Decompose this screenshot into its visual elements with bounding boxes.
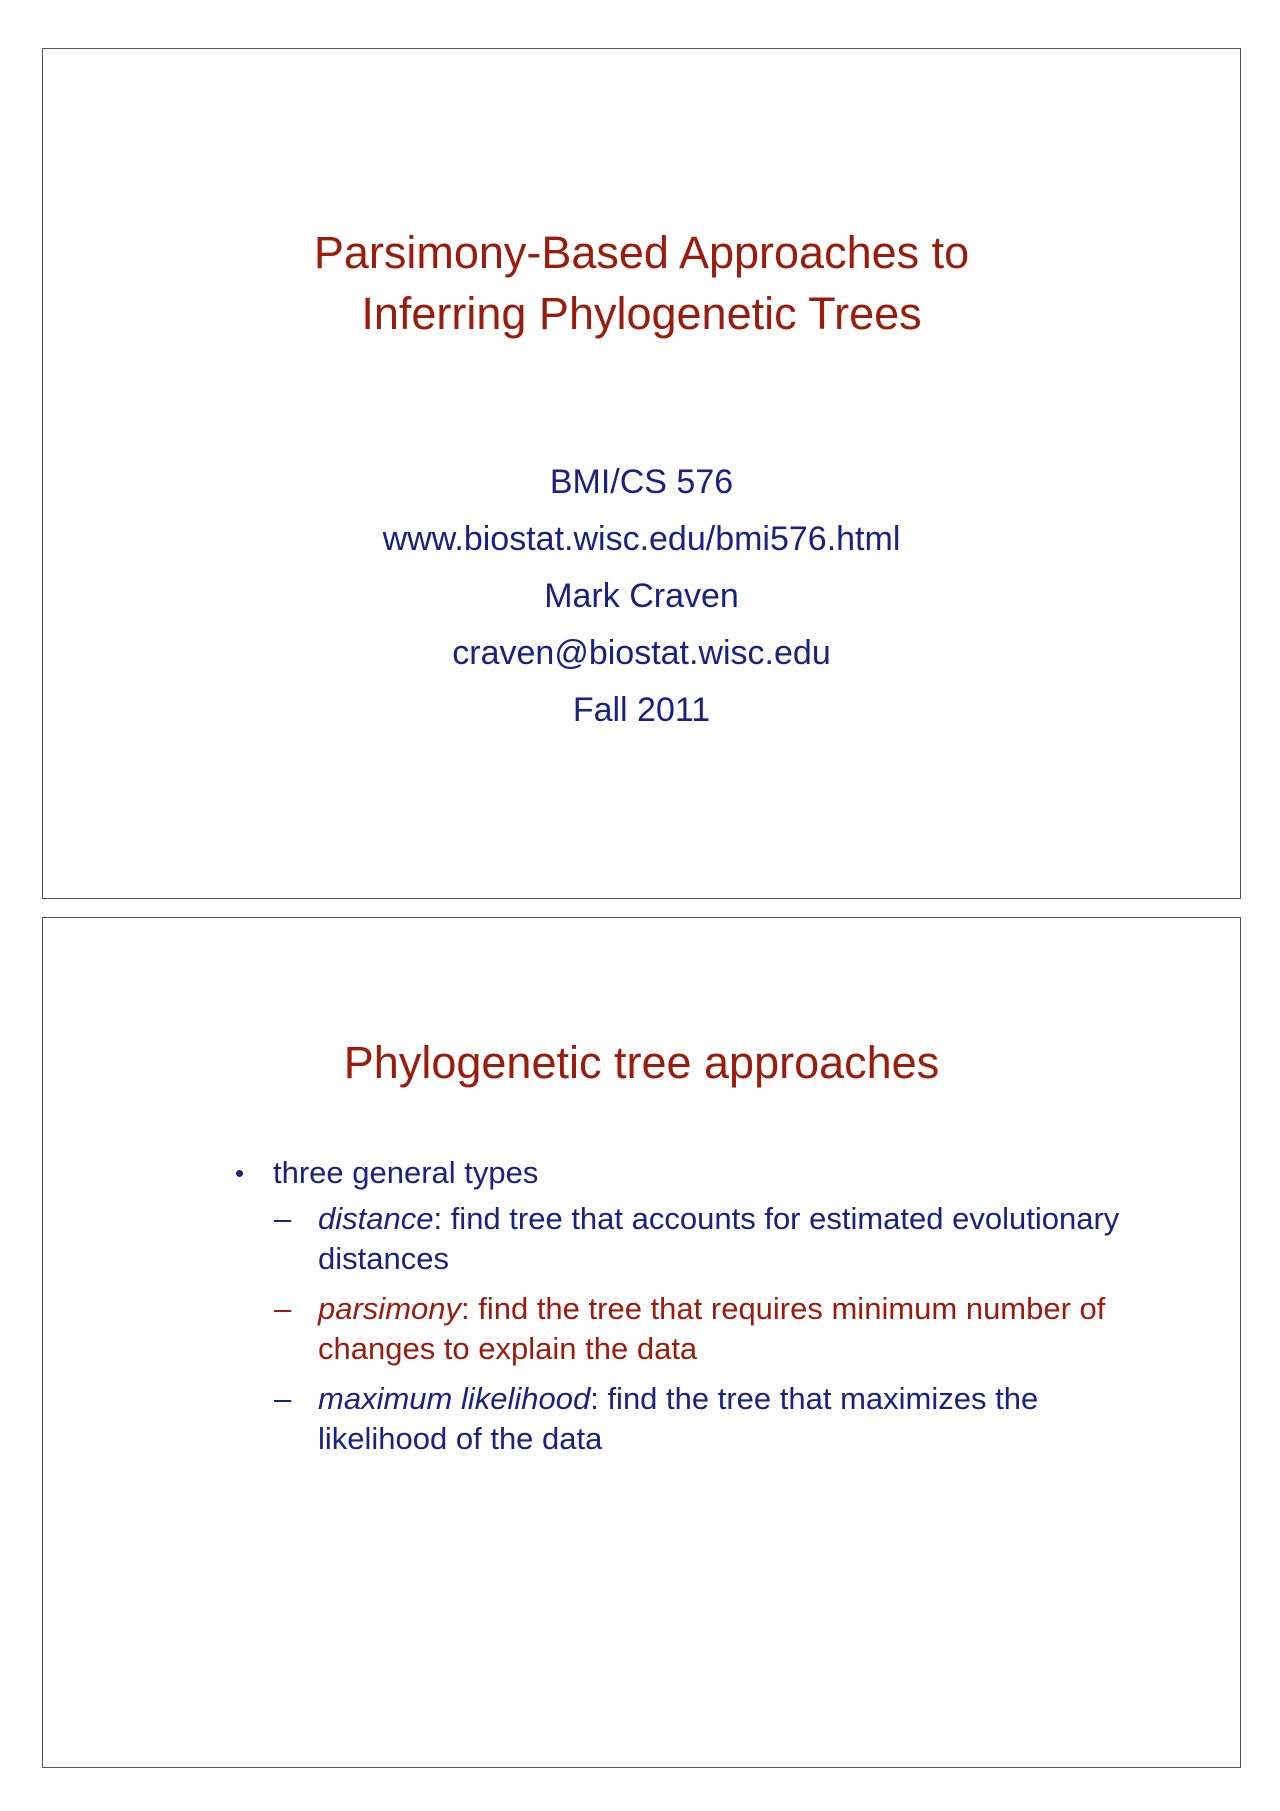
sub-item-distance xyxy=(223,1199,1123,1279)
slide-1 xyxy=(42,48,1241,899)
sub-item-text: : find tree that accounts for estimated evolutionary distances xyxy=(318,1201,1120,1276)
slide-2 xyxy=(42,917,1241,1768)
dash-marker: – xyxy=(274,1291,292,1326)
sub-item-maximum-likelihood xyxy=(223,1379,1123,1459)
slide-1-title xyxy=(43,222,1240,344)
bullet-marker: • xyxy=(235,1158,245,1188)
dash-marker: – xyxy=(274,1381,292,1416)
slide-1-title-line-1: Parsimony-Based Approaches to xyxy=(313,227,970,278)
sub-item-text: : find the tree that maximizes the likelihood of the data xyxy=(318,1381,1039,1456)
bullet-list xyxy=(223,1153,1123,1469)
sub-item-term: maximum likelihood xyxy=(318,1381,591,1416)
course-info xyxy=(43,454,1240,739)
bullet-item xyxy=(223,1153,1123,1193)
course-url: www.biostat.wisc.edu/bmi576.html xyxy=(382,520,901,558)
author-email: craven@biostat.wisc.edu xyxy=(452,634,831,672)
author-name: Mark Craven xyxy=(544,577,739,615)
sub-item-parsimony xyxy=(223,1289,1123,1369)
sub-item-term: parsimony xyxy=(318,1291,461,1326)
dash-marker: – xyxy=(274,1201,292,1236)
term: Fall 2011 xyxy=(572,691,711,729)
bullet-text: three general types xyxy=(273,1155,539,1190)
slide-2-title: Phylogenetic tree approaches xyxy=(343,1037,940,1088)
sub-item-text: : find the tree that requires minimum number of changes to explain the data xyxy=(318,1291,1106,1366)
sub-item-term: distance xyxy=(318,1201,434,1236)
slide-1-title-line-2: Inferring Phylogenetic Trees xyxy=(361,288,922,339)
course-code: BMI/CS 576 xyxy=(549,463,734,501)
